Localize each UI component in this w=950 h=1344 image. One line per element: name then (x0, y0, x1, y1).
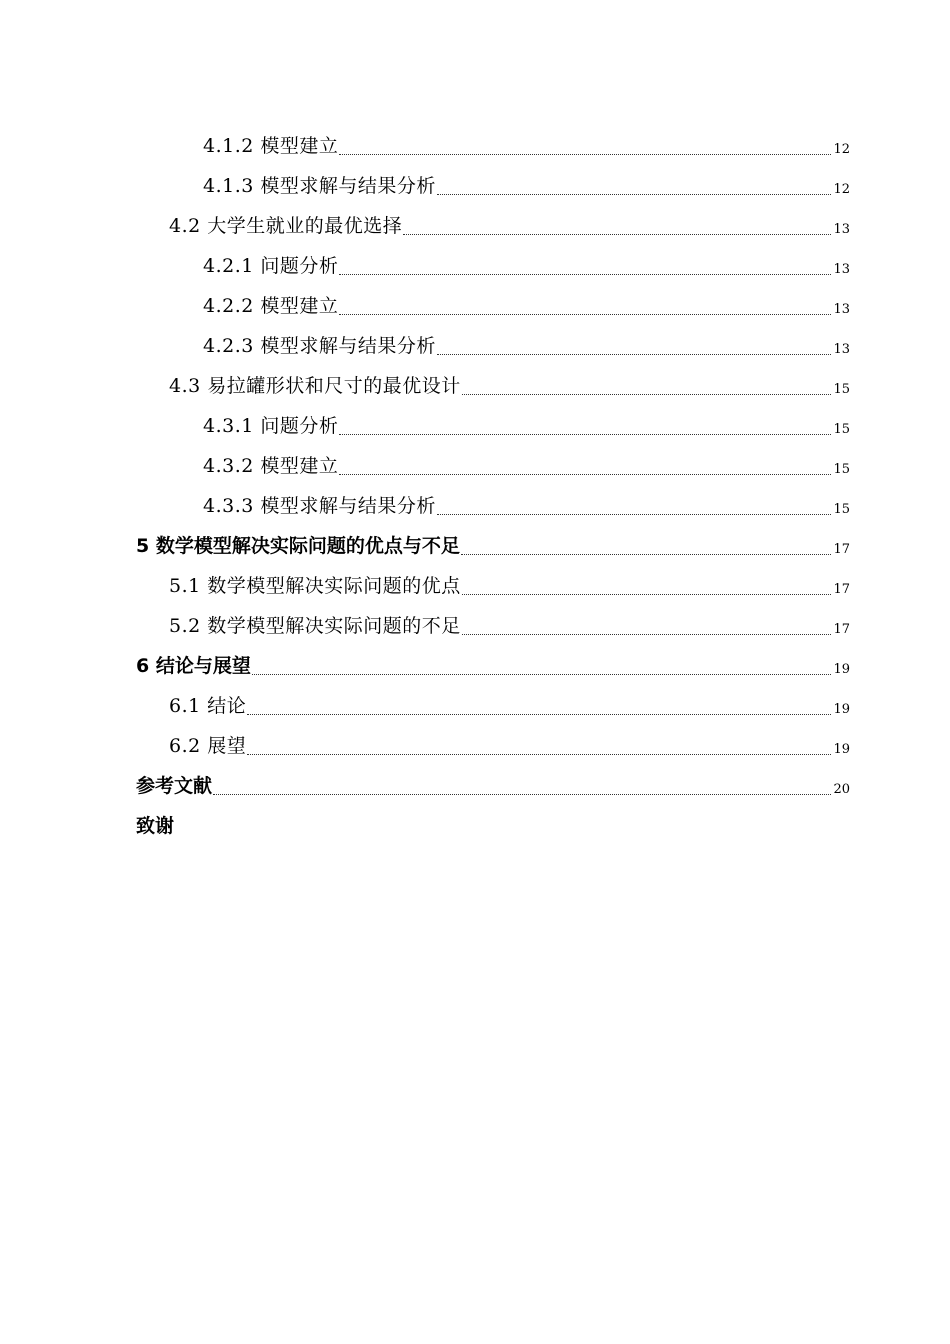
toc-entry-4-1-2[interactable] (0, 118, 950, 158)
toc-entry-4-2-1[interactable] (0, 238, 950, 278)
toc-page-number: 19 (833, 662, 850, 677)
dot-leader (462, 393, 832, 395)
dot-leader (339, 153, 831, 155)
toc-entry-label: 6.2 展望 (169, 735, 247, 757)
toc-page-number: 19 (833, 702, 850, 717)
toc-entry-label: 4.3.3 模型求解与结果分析 (203, 495, 436, 517)
toc-page-number: 15 (833, 502, 850, 517)
toc-page-number: 13 (833, 262, 850, 277)
toc-page-number: 17 (833, 582, 850, 597)
toc-entry-references[interactable] (0, 758, 950, 798)
toc-entry-label: 4.2.1 问题分析 (203, 255, 339, 277)
toc-entry-label: 4.2.2 模型建立 (203, 295, 339, 317)
toc-entry-label: 4.2 大学生就业的最优选择 (169, 215, 403, 237)
toc-entry-6[interactable] (0, 638, 950, 678)
toc-entry-label: 4.3.2 模型建立 (203, 455, 339, 477)
toc-page-number: 15 (833, 422, 850, 437)
toc-entry-label: 6 结论与展望 (136, 655, 251, 677)
toc-page-number: 15 (833, 462, 850, 477)
dot-leader (462, 593, 832, 595)
toc-page-number: 13 (833, 342, 850, 357)
dot-leader (339, 313, 831, 315)
dot-leader (462, 633, 832, 635)
toc-entry-6-2[interactable] (0, 718, 950, 758)
toc-page-number: 17 (833, 622, 850, 637)
toc-entry-label: 4.3.1 问题分析 (203, 415, 339, 437)
toc-page-number: 15 (833, 382, 850, 397)
toc-page-number: 12 (833, 182, 850, 197)
dot-leader (213, 793, 831, 795)
toc-entry-4-1-3[interactable] (0, 158, 950, 198)
dot-leader (339, 273, 831, 275)
table-of-contents (0, 118, 950, 838)
toc-entry-label: 4.1.3 模型求解与结果分析 (203, 175, 436, 197)
toc-entry-4-2[interactable] (0, 198, 950, 238)
toc-entry-label: 5.1 数学模型解决实际问题的优点 (169, 575, 461, 597)
dot-leader (403, 233, 831, 235)
toc-entry-4-2-2[interactable] (0, 278, 950, 318)
dot-leader (247, 713, 831, 715)
toc-entry-5-2[interactable] (0, 598, 950, 638)
dot-leader (437, 353, 832, 355)
toc-entry-label: 6.1 结论 (169, 695, 247, 717)
dot-leader (339, 433, 831, 435)
toc-page-number: 12 (833, 142, 850, 157)
toc-page-number: 13 (833, 222, 850, 237)
toc-entry-label: 5 数学模型解决实际问题的优点与不足 (136, 535, 460, 557)
toc-page-number: 17 (833, 542, 850, 557)
toc-entry-label: 4.1.2 模型建立 (203, 135, 339, 157)
toc-entry-label: 致谢 (136, 815, 175, 837)
toc-entry-4-3-2[interactable] (0, 438, 950, 478)
dot-leader (252, 673, 832, 675)
toc-entry-4-3[interactable] (0, 358, 950, 398)
toc-page-number: 20 (833, 782, 850, 797)
toc-entry-label: 4.3 易拉罐形状和尺寸的最优设计 (169, 375, 461, 397)
toc-entry-6-1[interactable] (0, 678, 950, 718)
toc-entry-acknowledgements[interactable] (0, 798, 950, 838)
dot-leader (461, 553, 832, 555)
toc-entry-4-2-3[interactable] (0, 318, 950, 358)
toc-entry-label: 参考文献 (136, 775, 213, 797)
toc-entry-5-1[interactable] (0, 558, 950, 598)
toc-entry-label: 4.2.3 模型求解与结果分析 (203, 335, 436, 357)
toc-page-number: 13 (833, 302, 850, 317)
toc-entry-4-3-1[interactable] (0, 398, 950, 438)
toc-entry-4-3-3[interactable] (0, 478, 950, 518)
dot-leader (247, 753, 831, 755)
toc-page-number: 19 (833, 742, 850, 757)
toc-entry-label: 5.2 数学模型解决实际问题的不足 (169, 615, 461, 637)
toc-entry-5[interactable] (0, 518, 950, 558)
dot-leader (339, 473, 831, 475)
dot-leader (437, 193, 832, 195)
dot-leader (437, 513, 832, 515)
